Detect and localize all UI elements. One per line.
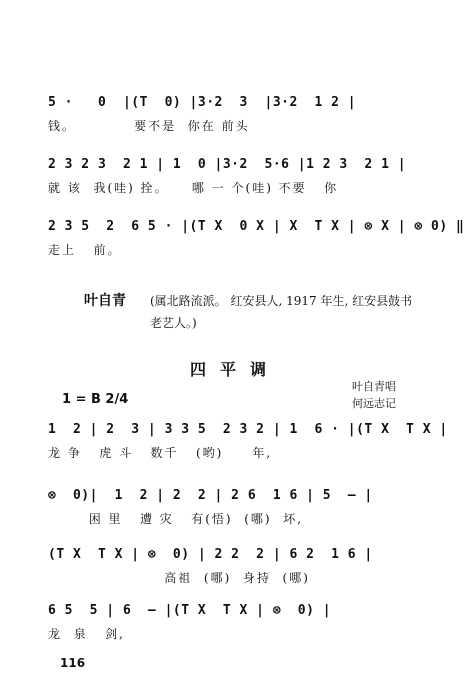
- lyric-line: 钱。 要不是 你在 前头: [48, 119, 250, 133]
- notation-line: 6 5 5 | 6 — |(T X T X | ⊗ 0) |: [48, 603, 332, 618]
- credit-singer: 叶自青唱: [352, 380, 396, 393]
- song-title: 四平调: [190, 360, 281, 379]
- notation-line: (T X T X | ⊗ 0) | 2 2 2 | 6 2 1 6 |: [48, 547, 373, 562]
- lyric-line: 困 里 遭 灾 有(悟) (哪) 坏,: [48, 512, 304, 526]
- notation-line: 2 3 2 3 2 1 | 1 0 |3·2 5·6 |1 2 3 2 1 |: [48, 157, 407, 172]
- notation-line: 2 3 5 2 6 5 · |(T X 0 X | X T X | ⊗ X | ⊗ 0) ‖: [48, 219, 465, 234]
- page-number: 116: [60, 656, 86, 670]
- singer-note: (属北路流派。 红安县人, 1917 年生, 红安县鼓书老艺人。): [150, 294, 413, 330]
- singer-name: 叶自青: [84, 293, 126, 309]
- notation-line: 1 2 | 2 3 | 3 3 5 2 3 2 | 1 6 · |(T X T X |: [48, 422, 448, 437]
- lyric-line: 就 该 我(哇) 拴。 哪 一 个(哇) 不要 你: [48, 181, 339, 195]
- notation-line: ⊗ 0)| 1 2 | 2 2 | 2 6 1 6 | 5 — |: [48, 488, 373, 503]
- lyric-line: 高祖 (哪) 身持 (哪): [48, 571, 310, 585]
- credit-recorder: 何远志记: [352, 397, 396, 410]
- notation-line: 5 · 0 |(T 0) |3·2 3 |3·2 1 2 |: [48, 95, 357, 110]
- key-signature: 1 = B 2/4: [62, 392, 129, 407]
- lyric-line: 龙 争 虎 斗 数千 (哟) 年,: [48, 446, 273, 460]
- lyric-line: 龙 泉 剑,: [48, 627, 125, 641]
- lyric-line: 走上 前。: [48, 243, 122, 257]
